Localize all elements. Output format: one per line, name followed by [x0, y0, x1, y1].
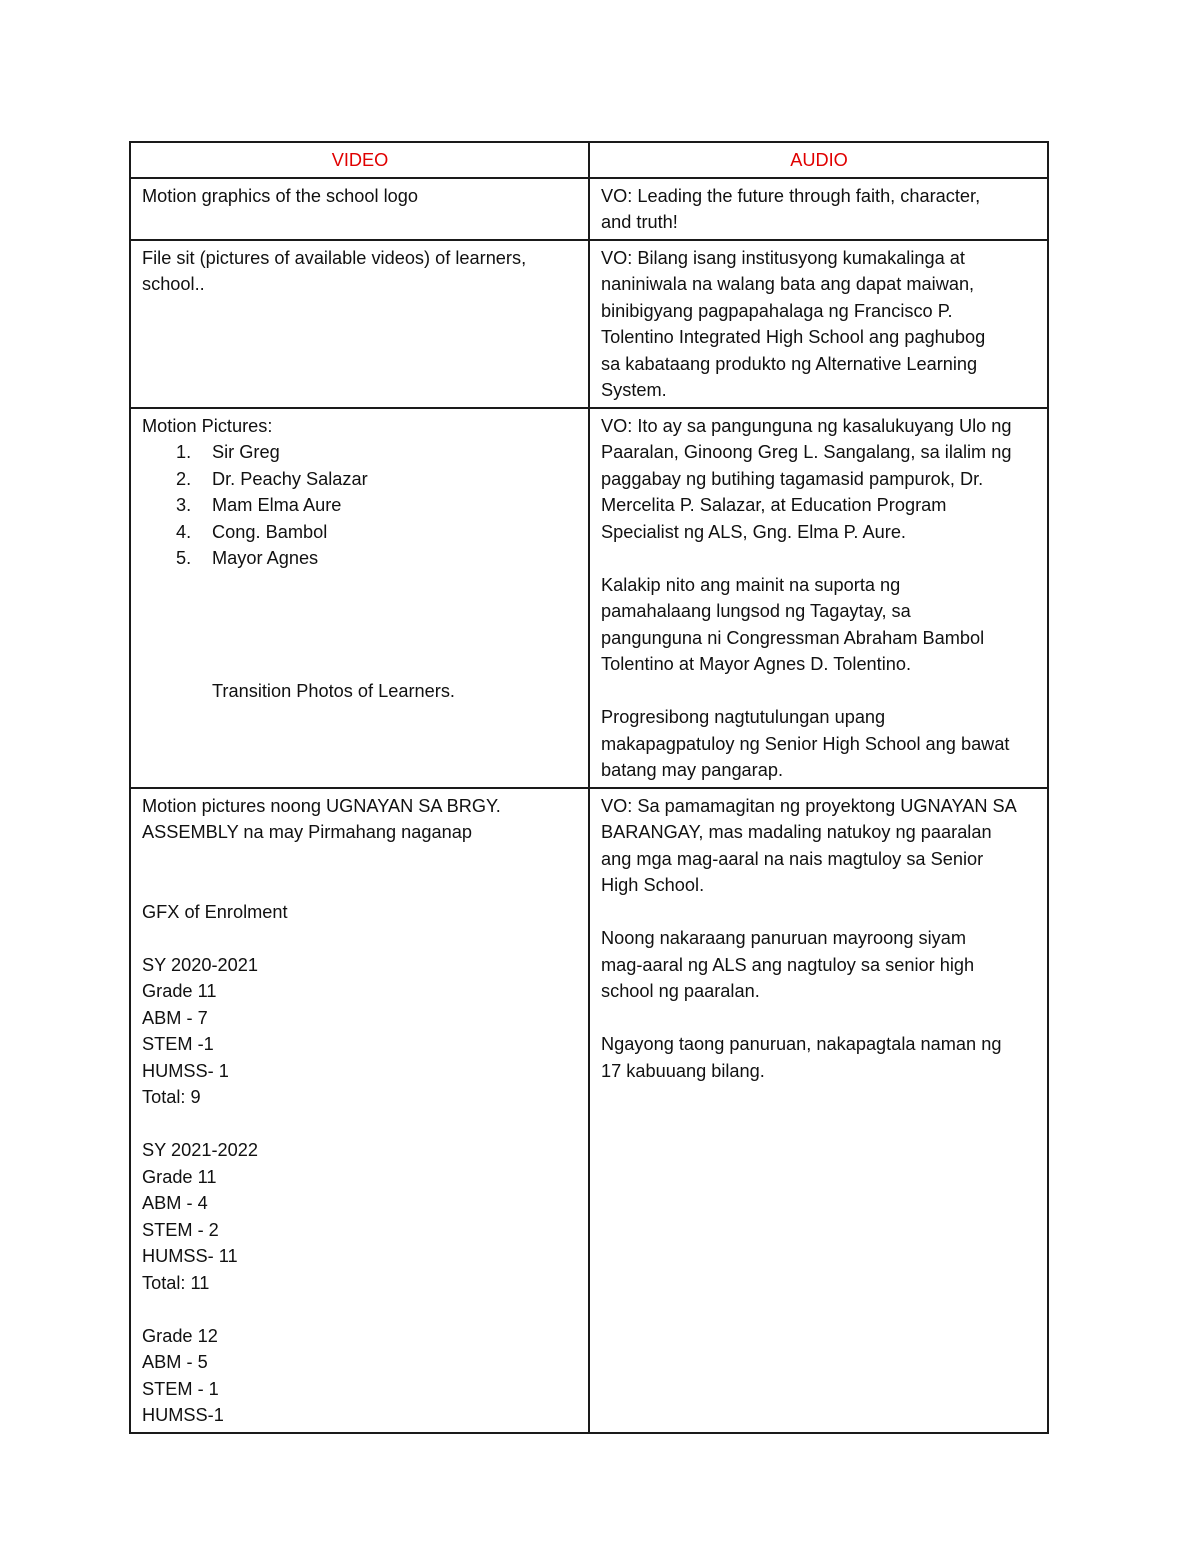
enrolment-line: SY 2021-2022 [142, 1140, 258, 1160]
enrolment-line: ABM - 7 [142, 1007, 208, 1028]
transition-note: Transition Photos of Learners. [212, 680, 455, 701]
table-row [130, 178, 1048, 240]
enrolment-line: HUMSS-1 [142, 1405, 224, 1425]
audio-line: Tolentino Integrated High School ang paghubog [601, 327, 986, 347]
table-row [130, 788, 1048, 1433]
video-line: File sit (pictures of available videos) of learners, [142, 247, 527, 268]
audio-line: mag-aaral ng ALS ang nagtuloy sa senior high [601, 954, 975, 975]
people-list [142, 439, 578, 572]
table-row [130, 408, 1048, 788]
audio-line: VO: Leading the future through faith, character, [601, 185, 981, 206]
audio-line: VO: Bilang isang institusyong kumakalinga at [601, 247, 965, 268]
enrolment-line: Grade 11 [142, 981, 217, 1001]
gfx-heading: GFX of Enrolment [142, 901, 288, 922]
audio-header: AUDIO [589, 142, 1048, 178]
table-row [130, 240, 1048, 408]
enrolment-line: ABM - 5 [142, 1352, 208, 1372]
audio-line: Noong nakaraang panuruan mayroong siyam [601, 928, 966, 948]
audio-cell [589, 408, 1048, 788]
enrolment-line: Total: 9 [142, 1087, 201, 1107]
audio-line: pamahalaang lungsod ng Tagaytay, sa [601, 601, 911, 621]
enrolment-line: Grade 11 [142, 1166, 217, 1187]
video-line: Motion pictures noong UGNAYAN SA BRGY. [142, 795, 501, 816]
audio-line: paggabay ng butihing tagamasid pampurok, Dr. [601, 468, 984, 489]
audio-line: makapagpatuloy ng Senior High School ang bawat [601, 733, 1010, 754]
video-text: Motion graphics of the school logo [142, 185, 419, 206]
audio-line: naniniwala na walang bata ang dapat maiwan, [601, 274, 975, 294]
list-item: 5. Mayor Agnes [176, 548, 319, 568]
audio-line: pangunguna ni Congressman Abraham Bambol [601, 627, 985, 648]
list-item: 1. Sir Greg [176, 442, 280, 462]
audio-line: BARANGAY, mas madaling natukoy ng paaralan [601, 822, 992, 842]
audio-line: school ng paaralan. [601, 981, 760, 1001]
list-item: 3. Mam Elma Aure [176, 495, 342, 515]
enrolment-line: HUMSS- 11 [142, 1246, 238, 1266]
video-line: school.. [142, 274, 205, 294]
audio-line: System. [601, 380, 667, 400]
enrolment-line: HUMSS- 1 [142, 1060, 229, 1081]
list-item: 4. Cong. Bambol [176, 521, 328, 542]
audio-cell [589, 240, 1048, 408]
audio-line: VO: Sa pamamagitan ng proyektong UGNAYAN SA [601, 795, 1017, 816]
video-cell [130, 240, 589, 408]
audio-line: High School. [601, 875, 705, 895]
audio-cell [589, 788, 1048, 1433]
audio-line: batang may pangarap. [601, 760, 784, 780]
video-cell [130, 178, 589, 240]
enrolment-line: SY 2020-2021 [142, 954, 258, 975]
audio-line: VO: Ito ay sa pangunguna ng kasalukuyang Ulo ng [601, 415, 1012, 436]
list-item: 2. Dr. Peachy Salazar [176, 468, 368, 489]
audio-line: sa kabataang produkto ng Alternative Learning [601, 353, 978, 374]
audio-line: Tolentino at Mayor Agnes D. Tolentino. [601, 654, 912, 674]
audio-line: and truth! [601, 212, 678, 232]
enrolment-line: Total: 11 [142, 1272, 210, 1293]
enrolment-line: Grade 12 [142, 1325, 218, 1346]
audio-line: ang mga mag-aaral na nais magtuloy sa Senior [601, 848, 984, 869]
audio-line: 17 kabuuang bilang. [601, 1060, 765, 1081]
audio-line: Specialist ng ALS, Gng. Elma P. Aure. [601, 521, 906, 542]
header-row [130, 142, 1048, 178]
video-cell [130, 408, 589, 788]
audio-line: Progresibong nagtutulungan upang [601, 707, 886, 727]
audio-line: Paaralan, Ginoong Greg L. Sangalang, sa ilalim ng [601, 442, 1012, 462]
audio-line: Mercelita P. Salazar, at Education Program [601, 495, 947, 515]
video-header: VIDEO [130, 142, 589, 178]
script-table [129, 141, 1049, 1434]
enrolment-line: STEM - 2 [142, 1219, 219, 1240]
motion-pictures-heading: Motion Pictures: [142, 415, 273, 436]
audio-line: Ngayong taong panuruan, nakapagtala naman ng [601, 1034, 1002, 1054]
video-cell [130, 788, 589, 1433]
audio-line: binibigyang pagpapahalaga ng Francisco P. [601, 300, 953, 321]
audio-cell [589, 178, 1048, 240]
enrolment-line: STEM - 1 [142, 1378, 219, 1399]
enrolment-line: STEM -1 [142, 1034, 214, 1054]
enrolment-line: ABM - 4 [142, 1193, 208, 1213]
video-line: ASSEMBLY na may Pirmahang naganap [142, 822, 472, 842]
audio-line: Kalakip nito ang mainit na suporta ng [601, 574, 901, 595]
